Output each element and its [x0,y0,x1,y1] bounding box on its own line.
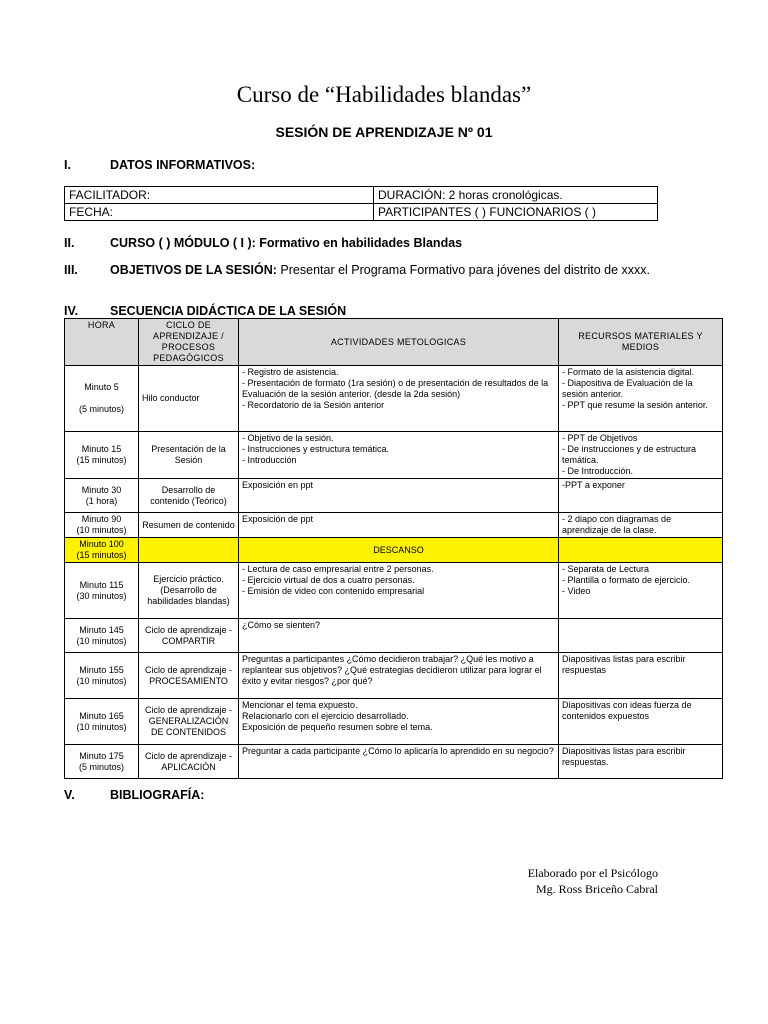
hora-cell-line: (10 minutos) [76,525,127,535]
info-row [65,204,658,221]
facilitador-cell: FACILITADOR: [65,187,374,204]
section-1-label: DATOS INFORMATIVOS: [110,158,256,172]
document-title: Curso de “Habilidades blandas” [236,82,532,107]
hora-cell-line: Minuto 15 [81,444,122,454]
hora-cell [65,619,139,653]
duracion-cell: DURACIÓN: 2 horas cronológicas. [374,187,658,204]
actividades-cell-line: - Lectura de caso empresarial entre 2 personas. [242,564,434,574]
section-3-objectives [110,263,658,278]
table-row [65,538,723,563]
actividades-cell-line: ¿Cómo se sienten? [242,620,321,630]
section-1-number: I. [64,158,71,172]
hora-cell [65,563,139,619]
actividades-cell [239,653,559,699]
recursos-cell-line: Diapositivas listas para escribir respuestas. [562,746,686,767]
hora-cell-line: (30 minutos) [76,590,127,601]
actividades-cell-line: Exposición de ppt [242,514,314,524]
hora-cell-line: (15 minutos) [76,550,127,560]
table-row [65,745,723,779]
table-row [65,563,723,619]
actividades-cell-line: - Instrucciones y estructura temática. [242,444,390,454]
table-row [65,699,723,745]
hora-cell [65,699,139,745]
hora-cell-line: Minuto 100 [79,539,124,549]
actividades-cell-line: - Introducción [242,455,297,465]
recursos-cell [559,432,723,479]
recursos-cell-line: - Formato de la asistencia digital. [562,367,695,377]
table-row [65,513,723,538]
hora-cell [65,432,139,479]
actividades-cell [239,619,559,653]
info-row [65,187,658,204]
hora-cell-line: (15 minutos) [76,455,127,465]
hora-cell-line: Minuto 155 [79,664,124,675]
hora-cell [65,513,139,538]
didactic-sequence-table [64,318,723,779]
ciclo-cell: Presentación de la Sesión [139,432,239,479]
header-hora: HORA [65,319,139,366]
actividades-cell-line: - Emisión de video con contenido empresarial [242,586,425,596]
actividades-cell [239,563,559,619]
section-2-number: II. [64,236,75,250]
actividades-cell-line: Mencionar el tema expuesto. [242,700,358,710]
recursos-cell-line: - De Introducción. [562,466,634,476]
actividades-cell [239,513,559,538]
actividades-cell-line: Preguntar a cada participante ¿Cómo lo aplicaría lo aprendido en su negocio? [242,746,554,756]
actividades-cell-line: Preguntas a participantes ¿Cómo decidieron trabajar? ¿Qué les motivo a replantear sus objetivos? ¿Qué estrategias decidieron utilizar para lograr el éxito y evitar riesgos? ¿por qué? [242,654,542,686]
section-5-label: BIBLIOGRAFÍA: [110,788,205,802]
header-recursos: RECURSOS MATERIALES Y MEDIOS [559,319,723,366]
actividades-cell-line: - Objetivo de la sesión. [242,433,334,443]
actividades-cell-line: - Presentación de formato (1ra sesión) o de presentación de resultados de la Evaluación de la sesión anterior. (desde la 2da sesión) [242,378,549,399]
participantes-cell: PARTICIPANTES ( ) FUNCIONARIOS ( ) [374,204,658,221]
hora-cell-line: (1 hora) [85,495,118,506]
hora-cell-line: Minuto 30 [81,484,122,495]
recursos-cell-line: - Plantilla o formato de ejercicio. [562,575,691,585]
recursos-cell [559,745,723,779]
info-table [64,186,658,221]
actividades-cell-line: Relacionarlo con el ejercicio desarrollado. [242,711,409,721]
table-row [65,366,723,432]
ciclo-cell: Ciclo de aprendizaje - GENERALIZACIÓN DE CONTENIDOS [139,699,239,745]
ciclo-cell: Ciclo de aprendizaje - APLICACIÓN [139,745,239,779]
actividades-cell [239,745,559,779]
section-4-label: SECUENCIA DIDÁCTICA DE LA SESIÓN [110,304,347,318]
hora-cell [65,538,139,563]
header-ciclo: CICLO DE APRENDIZAJE / PROCESOS PEDAGÓGICOS [139,319,239,366]
actividades-cell [239,538,559,563]
recursos-cell-line: Diapositivas listas para escribir respuestas [562,654,686,675]
recursos-cell [559,653,723,699]
recursos-cell [559,366,723,432]
ciclo-cell: Resumen de contenido [139,513,239,538]
ciclo-cell: Ciclo de aprendizaje - COMPARTIR [139,619,239,653]
recursos-cell-line: - PPT de Objetivos [562,433,638,443]
signature-line-1: Elaborado por el Psicólogo [527,866,658,880]
recursos-cell-line: - Video [562,586,591,596]
hora-cell-line: (5 minutos) [78,761,124,772]
ciclo-cell [139,538,239,563]
section-3-number: III. [64,263,78,277]
recursos-cell-line: - Separata de Lectura [562,564,650,574]
hora-cell [65,745,139,779]
fecha-cell: FECHA: [65,204,374,221]
hora-cell-line: Minuto 175 [79,750,124,761]
hora-cell [65,479,139,513]
hora-cell-line: (10 minutos) [76,635,127,646]
recursos-cell-line: - Diapositiva de Evaluación de la sesión anterior. [562,378,693,399]
actividades-cell-line: DESCANSO [373,544,424,555]
actividades-cell [239,432,559,479]
recursos-cell-line: -PPT a exponer [562,480,625,490]
actividades-cell-line: Exposición en ppt [242,480,314,490]
hora-cell-line: Minuto 5 [84,382,119,392]
recursos-cell-line: Diapositivas con ideas fuerza de contenidos expuestos [562,700,692,721]
table-row [65,653,723,699]
ciclo-cell: Ejercicio práctico. (Desarrollo de habilidades blandas) [139,563,239,619]
section-4-number: IV. [64,304,79,318]
recursos-cell-line: - 2 diapo con diagramas de aprendizaje de la clase. [562,514,672,535]
section-3-label: OBJETIVOS DE LA SESIÓN: [110,263,277,277]
hora-cell-line: Minuto 115 [79,579,124,590]
signature-line-2: Mg. Ross Briceño Cabral [536,882,658,896]
hora-cell-line: Minuto 145 [79,624,124,635]
recursos-cell-line [562,539,719,550]
actividades-cell [239,479,559,513]
hora-cell [65,366,139,432]
section-5-number: V. [64,788,75,802]
recursos-cell [559,619,723,653]
actividades-cell-line: - Ejercicio virtual de dos a cuatro personas. [242,575,415,585]
ciclo-cell: Ciclo de aprendizaje - PROCESAMIENTO [139,653,239,699]
table-header-row [65,319,723,366]
section-2-label: CURSO ( ) MÓDULO ( I ): Formativo en habilidades Blandas [110,236,463,250]
actividades-cell [239,366,559,432]
actividades-cell-line: - Recordatorio de la Sesión anterior [242,400,385,410]
header-actividades: ACTIVIDADES METOLOGICAS [239,319,559,366]
recursos-cell-line: - PPT que resume la sesión anterior. [562,400,708,410]
actividades-cell-line: Exposición de pequeño resumen sobre el tema. [242,722,433,732]
ciclo-cell: Hilo conductor [139,366,239,432]
actividades-cell [239,699,559,745]
hora-cell-line [68,393,135,404]
recursos-cell-line [562,620,719,631]
recursos-cell [559,563,723,619]
table-row [65,432,723,479]
hora-cell-line: Minuto 90 [81,514,122,524]
table-row [65,619,723,653]
actividades-cell-line: - Registro de asistencia. [242,367,339,377]
hora-cell [65,653,139,699]
ciclo-cell: Desarrollo de contenido (Teórico) [139,479,239,513]
table-row [65,479,723,513]
section-3-text: Presentar el Programa Formativo para jóvenes del distrito de xxxx. [276,263,651,277]
recursos-cell-line: - De instrucciones y de estructura temática. [562,444,697,465]
hora-cell-line: (10 minutos) [76,721,127,732]
recursos-cell [559,699,723,745]
hora-cell-line: (10 minutos) [76,675,127,686]
recursos-cell [559,479,723,513]
hora-cell-line: Minuto 165 [79,710,124,721]
recursos-cell [559,538,723,563]
session-title: SESIÓN DE APRENDIZAJE Nº 01 [275,124,493,140]
hora-cell-line: (5 minutos) [78,404,124,414]
recursos-cell [559,513,723,538]
